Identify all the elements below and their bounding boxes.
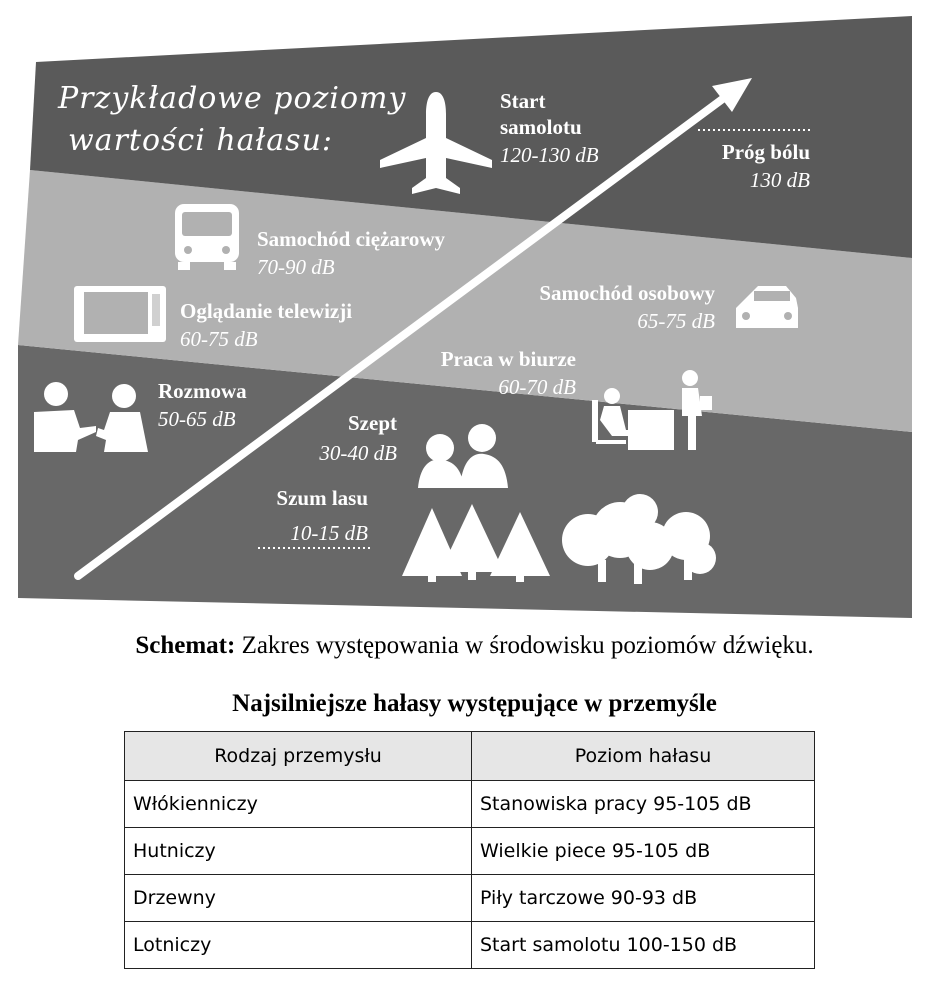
label-airplane-line2: samolotu [500, 115, 582, 139]
label-truck: Samochód ciężarowy [257, 227, 446, 251]
cell-industry: Lotniczy [125, 922, 472, 969]
industry-noise-table [124, 731, 815, 969]
diagram-title-line2: wartości hałasu: [68, 123, 333, 158]
diagram-caption [0, 632, 949, 660]
table-row [125, 875, 815, 922]
value-whisper: 30-40 dB [319, 441, 397, 465]
value-pain-threshold: 130 dB [749, 168, 810, 192]
caption-label: Schemat: [135, 632, 236, 659]
table-header-row [125, 732, 815, 781]
label-office: Praca w biurze [440, 347, 576, 371]
cell-industry: Drzewny [125, 875, 472, 922]
table-row [125, 922, 815, 969]
table-title: Najsilniejsze hałasy występujące w przemyśle [232, 690, 717, 717]
label-pain-threshold: Próg bólu [721, 140, 810, 164]
header-noise-level: Poziom hałasu [472, 732, 815, 781]
value-airplane: 120-130 dB [500, 143, 599, 167]
label-forest: Szum lasu [276, 486, 368, 510]
cell-noise: Start samolotu 100-150 dB [472, 922, 815, 969]
value-conversation: 50-65 dB [158, 407, 236, 431]
cell-noise: Piły tarczowe 90-93 dB [472, 875, 815, 922]
label-car: Samochód osobowy [539, 281, 715, 305]
cell-noise: Wielkie piece 95-105 dB [472, 828, 815, 875]
value-office: 60-70 dB [498, 375, 576, 399]
tv-icon [74, 286, 166, 342]
caption-text: Zakres występowania w środowisku poziomów dźwięku. [235, 632, 814, 659]
label-conversation: Rozmowa [158, 379, 247, 403]
label-whisper: Szept [348, 411, 397, 435]
truck-icon [175, 204, 239, 270]
value-truck: 70-90 dB [257, 255, 335, 279]
cell-industry: Włókienniczy [125, 781, 472, 828]
cell-industry: Hutniczy [125, 828, 472, 875]
value-forest: 10-15 dB [290, 521, 368, 545]
cell-noise: Stanowiska pracy 95-105 dB [472, 781, 815, 828]
diagram-title-line1: Przykładowe poziomy [58, 81, 407, 116]
value-car: 65-75 dB [637, 309, 715, 333]
header-industry-type: Rodzaj przemysłu [125, 732, 472, 781]
table-row [125, 781, 815, 828]
label-airplane-line1: Start [500, 89, 546, 113]
label-tv: Oglądanie telewizji [180, 299, 353, 323]
table-row [125, 828, 815, 875]
value-tv: 60-75 dB [180, 327, 258, 351]
